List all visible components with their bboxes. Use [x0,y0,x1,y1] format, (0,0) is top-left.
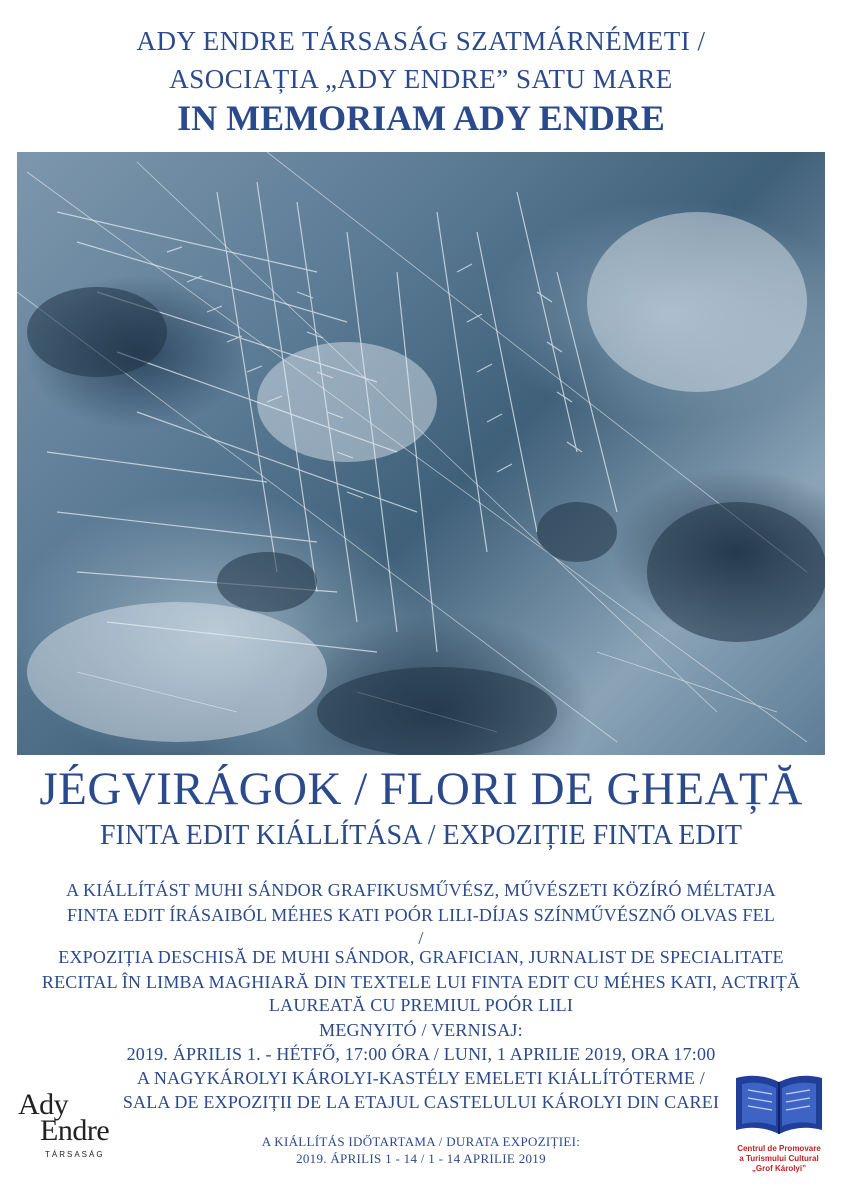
opening-date: 2019. ÁPRILIS 1. - HÉTFŐ, 17:00 ÓRA / LUNI, 1 APRILIE 2019, ORA 17:00 [126,1044,716,1064]
header-line-1: ADY ENDRE TÁRSASÁG SZATMÁRNÉMETI / [136,26,706,56]
venue-hu: A NAGYKÁROLYI KÁROLYI-KASTÉLY EMELETI KIÁLLÍTÓTERME / [137,1068,705,1088]
ice-flowers-photo [17,152,825,755]
body-line: EXPOZIȚIA DESCHISĂ DE MUHI SÁNDOR, GRAFICIAN, JURNALIST DE SPECIALITATE [58,947,784,967]
header-line-2: ASOCIAȚIA „ADY ENDRE” SATU MARE [169,64,673,94]
logo-ady-text: Ady [18,1088,69,1121]
opening-label: MEGNYITÓ / VERNISAJ: [319,1020,523,1040]
frost-texture [17,152,825,755]
logo-endre-text: Endre [40,1114,110,1147]
body-line: RECITAL ÎN LIMBA MAGHIARĂ DIN TEXTELE LUI FINTA EDIT CU MÉHES KATI, ACTRIȚĂ [41,972,801,992]
body-separator: / [418,928,424,948]
venue-ro: SALA DE EXPOZIȚII DE LA ETAJUL CASTELULUI KÁROLYI DIN CAREI [122,1092,720,1112]
logo-right-line-3: „Grof Károlyi” [751,1164,807,1173]
open-book-icon [728,1068,830,1140]
exhibition-subtitle: FINTA EDIT KIÁLLÍTÁSA / EXPOZIȚIE FINTA EDIT [99,820,743,851]
exhibition-title: JÉGVIRÁGOK / FLORI DE GHEAȚĂ [39,763,803,815]
cultural-tourism-logo [728,1068,830,1178]
body-line: FINTA EDIT ÍRÁSAIBÓL MÉHES KATI POÓR LILI-DÍJAS SZÍNMŰVÉSZNŐ OLVAS FEL [66,905,776,925]
logo-tarsasag-text: TÁRSASÁG [45,1150,105,1159]
duration-dates: 2019. ÁPRILIS 1 - 14 / 1 - 14 APRILIE 2019 [296,1151,546,1166]
body-line: A KIÁLLÍTÁST MUHI SÁNDOR GRAFIKUSMŰVÉSZ, MŰVÉSZETI KÖZÍRÓ MÉLTATJA [66,880,776,900]
duration-label: A KIÁLLÍTÁS IDŐTARTAMA / DURATA EXPOZIȚIEI: [261,1134,581,1149]
logo-right-line-1: Centrul de Promovare [737,1144,821,1153]
body-line: LAUREATĂ CU PREMIUL POÓR LILI [268,995,574,1015]
header-title: IN MEMORIAM ADY ENDRE [177,98,665,138]
logo-right-line-2: a Turismului Cultural [739,1154,819,1163]
